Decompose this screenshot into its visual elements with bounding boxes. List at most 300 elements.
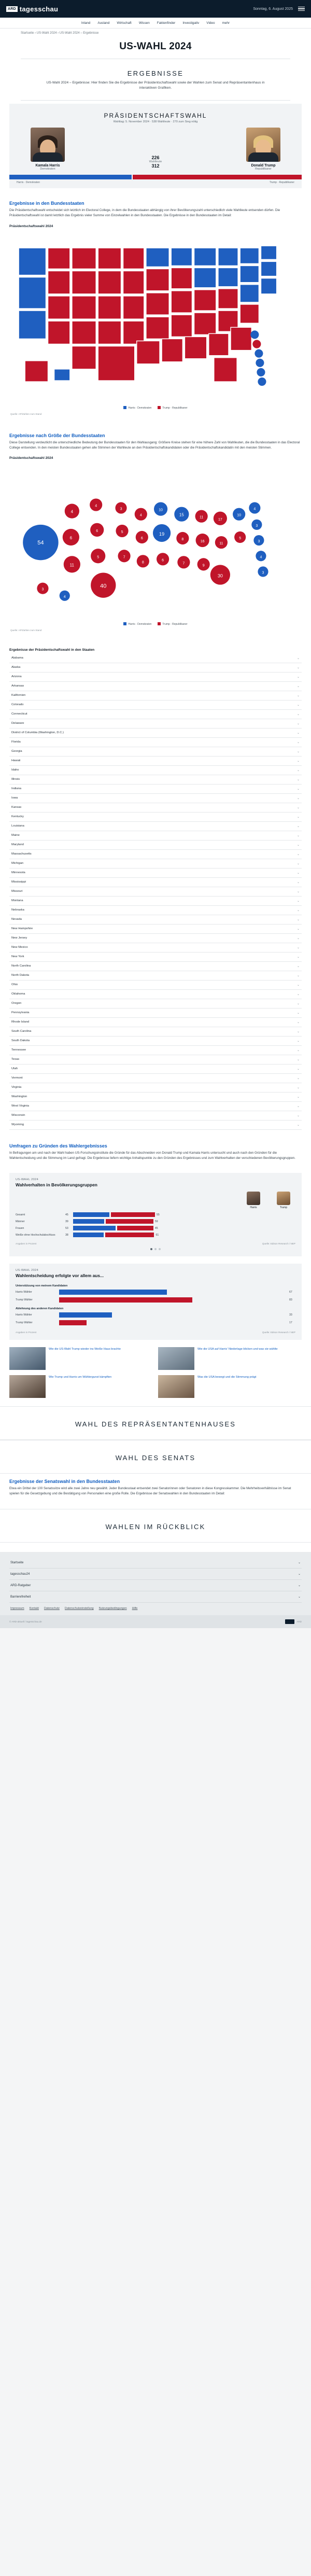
carousel-dots[interactable] xyxy=(16,1245,295,1250)
legend-rep: Trump · Republikaner xyxy=(158,622,187,626)
state-accordion-row[interactable] xyxy=(9,971,302,981)
results-heading: ERGEBNISSE xyxy=(127,69,184,77)
chevron-down-icon[interactable]: ⌄ xyxy=(296,712,300,716)
state-name: Maryland xyxy=(11,843,24,847)
state-name: Maine xyxy=(11,834,20,837)
chart-bar-row xyxy=(16,1219,295,1224)
chart-bar xyxy=(59,1312,112,1318)
ard-logo-mark: ARD xyxy=(6,6,18,12)
chart-bar-row xyxy=(16,1320,295,1325)
chart-category-label: Männer xyxy=(16,1220,25,1223)
state-accordion-row[interactable] xyxy=(9,710,302,719)
svg-text:3: 3 xyxy=(256,524,258,528)
legend-left: Harris · Demokraten xyxy=(17,181,40,185)
footer-row[interactable] xyxy=(9,1569,302,1580)
chevron-down-icon[interactable]: ⌄ xyxy=(296,731,300,735)
legend-dem: Harris · Demokraten xyxy=(123,406,151,410)
teaser-thumbnail xyxy=(158,1347,194,1370)
candidate-harris xyxy=(17,128,79,171)
state-accordion-row[interactable] xyxy=(9,934,302,943)
state-accordion-row[interactable] xyxy=(9,841,302,850)
chevron-down-icon[interactable]: ⌄ xyxy=(296,703,300,707)
state-accordion-row[interactable] xyxy=(9,925,302,934)
state-accordion-row[interactable] xyxy=(9,719,302,729)
chevron-down-icon[interactable]: ⌄ xyxy=(296,722,300,725)
state-accordion-row[interactable] xyxy=(9,999,302,1009)
teaser-item[interactable] xyxy=(158,1347,302,1370)
state-accordion-row[interactable] xyxy=(9,1111,302,1121)
svg-text:4: 4 xyxy=(260,555,262,559)
chevron-down-icon[interactable]: ⌄ xyxy=(296,1039,300,1043)
presidential-result-card xyxy=(9,104,302,188)
footer-row-label: tagesschau24 xyxy=(10,1572,30,1576)
chevron-down-icon[interactable]: ⌄ xyxy=(296,1002,300,1005)
nav-item-inland[interactable]: Inland xyxy=(81,21,91,25)
chevron-down-icon[interactable]: ⌄ xyxy=(296,675,300,679)
state-accordion-row[interactable] xyxy=(9,1083,302,1093)
chevron-down-icon[interactable]: ⌄ xyxy=(296,1020,300,1024)
chart-category-label: Weiße ohne Hochschulabschluss xyxy=(16,1233,55,1237)
chevron-down-icon[interactable]: ⌄ xyxy=(296,740,300,744)
chevron-down-icon[interactable]: ⌄ xyxy=(298,1595,301,1599)
electors-map-text: Diese Darstellung verdeutlicht die unterschiedliche Bedeutung der Bundesstaaten für den Wahlausgang: Größere Kreise stehen für eine höhere Zahl von Wahlleuten, die die Bundesstaaten in das Electoral College entsenden. In den meisten Bundesstaaten gehen alle Stimmen der Wahlleute an den Präsidentschaftskandidaten oder die Präsidentschaftskandidatin mit den meisten Stimmen. xyxy=(9,440,300,450)
chart-xlabel: Angaben in Prozent xyxy=(16,1242,37,1245)
chart-bar-value: 45 xyxy=(65,1213,68,1216)
chart-group-label: Unterstützung von meinem Kandidaten xyxy=(16,1284,68,1288)
state-accordion-row[interactable] xyxy=(9,1037,302,1046)
svg-text:4: 4 xyxy=(63,595,66,599)
state-accordion-row[interactable] xyxy=(9,878,302,887)
results-lead: US-Wahl 2024 – Ergebnisse: Hier finden Sie die Ergebnisse der Präsidentschaftswahl sowie der Wahlen zum Senat und Repräsentantenhaus in interaktiven Grafiken. xyxy=(46,81,265,90)
electors-map-title: Ergebnisse nach Größe der Bundesstaaten xyxy=(9,432,105,438)
state-name: Connecticut xyxy=(11,712,27,716)
svg-text:6: 6 xyxy=(69,536,73,541)
copyright: © ARD-aktuell / tagesschau.de xyxy=(9,1620,42,1623)
state-accordion-row[interactable] xyxy=(9,813,302,822)
chart-xlabel: Angaben in Prozent xyxy=(16,1331,37,1334)
state-accordion-row[interactable] xyxy=(9,897,302,906)
chevron-down-icon[interactable]: ⌄ xyxy=(296,768,300,772)
us-bubble-map[interactable] xyxy=(9,462,302,635)
polls-text: In Befragungen am und nach der Wahl haben US-Forschungsinstitute die Gründe für das Abschneiden von Donald Trump und Kamala Harris untersucht und auch nach den Gründen für die Wahlentscheidung und die Stimmung im Land gefragt. Die Ergebnisse liefern wichtige Anhaltspunkte zu den Gründen des Ergebnisses und zum Wahlverhalten der verschiedenen Bevölkerungsgruppen. xyxy=(9,1151,295,1160)
chart-bars xyxy=(65,1226,295,1230)
chart-source: Quelle: Edison Research / NEP xyxy=(262,1331,295,1334)
chevron-down-icon[interactable]: ⌄ xyxy=(296,815,300,819)
chevron-down-icon[interactable]: ⌄ xyxy=(296,759,300,763)
state-name: New York xyxy=(11,955,24,959)
chart-bar-value: 53 xyxy=(65,1226,68,1230)
svg-text:17: 17 xyxy=(218,518,222,522)
candidate-row xyxy=(9,128,302,171)
state-name: Kentucky xyxy=(11,815,24,819)
chevron-down-icon[interactable]: ⌄ xyxy=(296,974,300,977)
nav-item-ausland[interactable]: Ausland xyxy=(97,21,110,25)
chevron-down-icon[interactable]: ⌄ xyxy=(296,1095,300,1099)
electors-harris: 226 xyxy=(151,155,160,161)
chart-row-label: Trump Wähler xyxy=(16,1298,33,1302)
chevron-down-icon[interactable]: ⌄ xyxy=(296,694,300,697)
state-accordion-row[interactable] xyxy=(9,962,302,971)
teaser-text[interactable]: Wie die USA auf Harris' Niederlage blicken und was sie wählte xyxy=(197,1348,278,1351)
state-accordion-row[interactable] xyxy=(9,794,302,803)
chart-category-label: Gesamt xyxy=(16,1213,25,1216)
chevron-down-icon[interactable]: ⌄ xyxy=(296,890,300,893)
nav-item-wissen[interactable]: Wissen xyxy=(138,21,150,25)
retro-banner: WAHLEN IM RÜCKBLICK xyxy=(105,1523,206,1531)
state-accordion-row[interactable] xyxy=(9,654,302,663)
chart-bar xyxy=(59,1297,192,1303)
state-accordion-row[interactable] xyxy=(9,729,302,738)
chart-bar-value: 45 xyxy=(154,1226,158,1230)
nav-item-video[interactable]: Video xyxy=(206,21,215,25)
main-navigation xyxy=(0,18,311,29)
chevron-down-icon[interactable]: ⌄ xyxy=(296,955,300,959)
chart-bar xyxy=(59,1290,167,1295)
nav-item-investigativ[interactable]: Investigativ xyxy=(182,21,200,25)
chart-row-label: Harris Wähler xyxy=(16,1291,32,1294)
svg-text:9: 9 xyxy=(202,564,205,568)
senate-states-title: Ergebnisse der Senatswahl in den Bundesstaaten xyxy=(9,1479,120,1485)
states-accordion xyxy=(9,644,302,1130)
chevron-down-icon[interactable]: ⌄ xyxy=(296,1104,300,1108)
state-accordion-row[interactable] xyxy=(9,682,302,691)
svg-text:54: 54 xyxy=(37,540,44,547)
chevron-down-icon[interactable]: ⌄ xyxy=(296,843,300,847)
chevron-down-icon[interactable]: ⌄ xyxy=(296,656,300,660)
footer-row[interactable] xyxy=(9,1557,302,1569)
top-bar xyxy=(0,0,311,18)
nav-item-wirtschaft[interactable]: Wirtschaft xyxy=(117,21,132,25)
chart-bar-value: 55 xyxy=(157,1213,160,1216)
svg-text:10: 10 xyxy=(159,509,163,513)
state-accordion-row[interactable] xyxy=(9,981,302,990)
footer-links xyxy=(9,1603,302,1615)
chevron-down-icon[interactable]: ⌄ xyxy=(296,806,300,809)
state-accordion-row[interactable] xyxy=(9,822,302,831)
chevron-down-icon[interactable]: ⌄ xyxy=(296,1067,300,1071)
chart-bar-value: 39 xyxy=(65,1220,68,1223)
chevron-down-icon[interactable]: ⌄ xyxy=(296,964,300,968)
svg-text:4: 4 xyxy=(95,505,97,509)
house-section xyxy=(0,1406,311,1440)
teaser-item[interactable] xyxy=(9,1347,153,1370)
house-banner: WAHL DES REPRÄSENTANTENHAUSES xyxy=(75,1420,236,1429)
us-map-svg[interactable] xyxy=(9,232,302,404)
candidate-party: Demokraten xyxy=(40,167,55,171)
footer xyxy=(0,1552,311,1615)
candidate-trump xyxy=(232,128,294,171)
state-accordion-row[interactable] xyxy=(9,1009,302,1018)
state-accordion-row[interactable] xyxy=(9,953,302,962)
state-accordion-row[interactable] xyxy=(9,1121,302,1130)
legend-right: Trump · Republikaner xyxy=(269,181,294,185)
state-name: Delaware xyxy=(11,722,24,725)
svg-text:10: 10 xyxy=(237,514,242,518)
teaser-text[interactable]: Wie Trump und Harris um Wählergunst kämpften xyxy=(49,1376,112,1379)
footer-row-label: Startseite xyxy=(10,1561,24,1564)
chart-bar-value: 67 xyxy=(289,1291,292,1294)
chevron-down-icon[interactable]: ⌄ xyxy=(296,983,300,987)
chevron-down-icon[interactable]: ⌄ xyxy=(296,824,300,828)
svg-text:4: 4 xyxy=(253,508,256,512)
state-name: Missouri xyxy=(11,890,23,893)
state-name: Louisiana xyxy=(11,824,24,828)
candidate-party: Republikaner xyxy=(255,167,272,171)
elector-counts xyxy=(149,155,162,171)
chart-bar xyxy=(117,1226,153,1230)
state-accordion-row[interactable] xyxy=(9,775,302,785)
chevron-down-icon[interactable]: ⌄ xyxy=(298,1573,301,1576)
svg-text:4: 4 xyxy=(70,510,74,515)
footer-row[interactable] xyxy=(9,1580,302,1591)
chart-bars xyxy=(59,1320,287,1325)
state-name: New Hampshire xyxy=(11,927,33,931)
nav-item-mehr[interactable]: mehr xyxy=(222,21,230,25)
chart-bars xyxy=(59,1312,287,1318)
state-accordion-row[interactable] xyxy=(9,850,302,859)
chart-bar xyxy=(59,1320,87,1325)
current-date: Sonntag, 6. August 2025 xyxy=(253,7,293,11)
chevron-down-icon[interactable]: ⌄ xyxy=(296,1086,300,1089)
svg-text:5: 5 xyxy=(121,530,123,535)
chart-category-label: Frauen xyxy=(16,1226,24,1230)
chevron-down-icon[interactable]: ⌄ xyxy=(298,1561,301,1565)
state-name: Oregon xyxy=(11,1002,22,1005)
chevron-down-icon[interactable]: ⌄ xyxy=(296,1076,300,1080)
chart-source: Quelle: Edison Research / NEP xyxy=(262,1242,295,1245)
site-logo[interactable] xyxy=(6,5,58,13)
state-accordion-row[interactable] xyxy=(9,831,302,841)
chart-bar xyxy=(73,1233,104,1237)
svg-text:5: 5 xyxy=(97,555,100,559)
state-accordion-row[interactable] xyxy=(9,757,302,766)
chevron-down-icon[interactable]: ⌄ xyxy=(296,927,300,931)
state-name: Washington xyxy=(11,1095,27,1099)
state-accordion-row[interactable] xyxy=(9,738,302,747)
teaser-item[interactable] xyxy=(9,1375,153,1398)
footer-link[interactable]: Datenschutz xyxy=(44,1607,60,1611)
chart-population-groups xyxy=(9,1173,302,1256)
chevron-down-icon[interactable]: ⌄ xyxy=(296,918,300,921)
chart-bars xyxy=(59,1297,287,1303)
chart-bar xyxy=(106,1219,153,1224)
chevron-down-icon[interactable]: ⌄ xyxy=(296,992,300,996)
chevron-down-icon[interactable]: ⌄ xyxy=(296,871,300,875)
avatar-trump xyxy=(246,128,280,162)
state-accordion-row[interactable] xyxy=(9,887,302,897)
state-accordion-row[interactable] xyxy=(9,1055,302,1065)
chevron-down-icon[interactable]: ⌄ xyxy=(296,834,300,837)
chevron-down-icon[interactable]: ⌄ xyxy=(296,880,300,884)
breadcrumb[interactable]: Startseite › US-Wahl 2024 › US-Wahl 2024 – Ergebnisse xyxy=(21,32,99,35)
electors-label: Wahlleute xyxy=(149,160,162,164)
chevron-down-icon[interactable]: ⌄ xyxy=(296,899,300,903)
teaser-thumbnail xyxy=(158,1375,194,1398)
svg-text:3: 3 xyxy=(120,508,122,512)
state-name: Colorado xyxy=(11,703,24,707)
chevron-down-icon[interactable]: ⌄ xyxy=(296,778,300,781)
teaser-text[interactable]: Wie die US-Wahl Trump wieder ins Weiße Haus brachte xyxy=(49,1348,121,1351)
chart-group-label: Ablehnung des anderen Kandidaten xyxy=(16,1307,64,1311)
chart-bar-row xyxy=(16,1233,295,1237)
state-name: Mississippi xyxy=(11,880,26,884)
nav-item-faktenfinder[interactable]: Faktenfinder xyxy=(157,21,176,25)
chart-rows xyxy=(16,1212,295,1237)
teaser-thumbnail xyxy=(9,1375,46,1398)
state-accordion-row[interactable] xyxy=(9,869,302,878)
senate-states-text: Etwa ein Drittel der 100 Senatssitze wird alle zwei Jahre neu gewählt. Jeder Bundesstaat entsendet zwei Senatorinnen oder Senatoren in diese Kongresskammer. Die Mehrheitsverhältnisse im Senat spielen für die Gesetzgebung und die Bestätigung von Personalien eine große Rolle. Die Ergebnisse der Senatswahlen in den Bundesstaaten im Detail: xyxy=(9,1487,291,1496)
chevron-down-icon[interactable]: ⌄ xyxy=(296,1123,300,1127)
state-accordion-row[interactable] xyxy=(9,1018,302,1027)
chevron-down-icon[interactable]: ⌄ xyxy=(296,1048,300,1052)
footer-rows xyxy=(9,1557,302,1603)
state-name: South Dakota xyxy=(11,1039,30,1043)
chart-vote-motivation xyxy=(9,1264,302,1340)
state-name: West Virginia xyxy=(11,1104,29,1108)
state-accordion-row[interactable] xyxy=(9,1065,302,1074)
state-accordion-row[interactable] xyxy=(9,747,302,757)
state-accordion-row[interactable] xyxy=(9,701,302,710)
chart-bars xyxy=(65,1233,295,1237)
state-name: Florida xyxy=(11,740,21,744)
polls-module xyxy=(9,1138,302,1165)
electoral-bar-legend xyxy=(9,179,302,188)
chevron-down-icon[interactable]: ⌄ xyxy=(296,946,300,949)
state-accordion-row[interactable] xyxy=(9,766,302,775)
state-accordion-row[interactable] xyxy=(9,1093,302,1102)
chevron-down-icon[interactable]: ⌄ xyxy=(296,750,300,753)
chart-row-label: Trump Wähler xyxy=(16,1321,33,1325)
chevron-down-icon[interactable]: ⌄ xyxy=(296,666,300,669)
chevron-down-icon[interactable]: ⌄ xyxy=(296,1011,300,1015)
footer-row[interactable] xyxy=(9,1591,302,1603)
chart-bar-row xyxy=(16,1212,295,1217)
chart-title: Wahlentscheidung erfolgte vor allem aus... xyxy=(16,1273,104,1279)
state-accordion-row[interactable] xyxy=(9,673,302,682)
state-name: Montana xyxy=(11,899,23,903)
footer-link[interactable]: Nutzungsbedingungen xyxy=(98,1607,127,1611)
svg-text:3: 3 xyxy=(258,540,260,544)
svg-text:5: 5 xyxy=(239,537,242,541)
chevron-down-icon[interactable]: ⌄ xyxy=(298,1584,301,1588)
map-legend xyxy=(9,405,302,412)
teaser-grid xyxy=(9,1347,302,1398)
legend-rep: Trump · Republikaner xyxy=(158,406,187,410)
state-accordion-row[interactable] xyxy=(9,1027,302,1037)
candidate-name: Kamala Harris xyxy=(35,164,60,168)
footer-link[interactable]: Datenschutzeinstellung xyxy=(64,1607,94,1611)
svg-text:7: 7 xyxy=(182,562,185,566)
svg-text:16: 16 xyxy=(200,540,205,544)
state-name: Oklahoma xyxy=(11,992,25,996)
state-name: Wisconsin xyxy=(11,1114,25,1117)
svg-text:19: 19 xyxy=(159,531,165,537)
retro-section xyxy=(0,1509,311,1543)
chevron-down-icon[interactable]: ⌄ xyxy=(296,1030,300,1033)
footer-row-label: ARD-Ratgeber xyxy=(10,1584,31,1587)
state-accordion-row[interactable] xyxy=(9,663,302,673)
state-accordion-row[interactable] xyxy=(9,990,302,999)
state-accordion-row[interactable] xyxy=(9,691,302,701)
chevron-down-icon[interactable]: ⌄ xyxy=(296,787,300,791)
state-name: Wyoming xyxy=(11,1123,24,1127)
state-accordion-row[interactable] xyxy=(9,1046,302,1055)
chart-bar-value: 59 xyxy=(154,1220,158,1223)
footer-row-label: Barrierefreiheit xyxy=(10,1595,31,1599)
state-name: Hawaii xyxy=(11,759,21,763)
state-name: Iowa xyxy=(11,796,18,800)
state-accordion-row[interactable] xyxy=(9,1102,302,1111)
us-choropleth-map[interactable] xyxy=(9,230,302,419)
teaser-text[interactable]: Was die USA bewegt und die Stimmung prägt xyxy=(197,1376,257,1379)
chart-bar-row xyxy=(16,1297,295,1303)
chevron-down-icon[interactable]: ⌄ xyxy=(296,1058,300,1061)
states-accordion-title: Ergebnisse der Präsidentschaftswahl in den Staaten xyxy=(9,648,95,652)
chevron-down-icon[interactable]: ⌄ xyxy=(296,684,300,688)
teaser-item[interactable] xyxy=(158,1375,302,1398)
state-name: District of Columbia (Washington, D.C.) xyxy=(11,731,64,735)
chart-bars xyxy=(59,1290,287,1295)
state-accordion-row[interactable] xyxy=(9,906,302,915)
chevron-down-icon[interactable]: ⌄ xyxy=(296,1114,300,1117)
chart-kicker: US-WAHL 2024 xyxy=(16,1178,39,1182)
chart-candidate-headers xyxy=(16,1192,295,1212)
chart-bar-value: 38 xyxy=(65,1233,68,1237)
state-name: Ohio xyxy=(11,983,18,987)
chart-bar-value: 33 xyxy=(289,1313,292,1317)
svg-text:6: 6 xyxy=(96,529,98,534)
svg-text:3: 3 xyxy=(262,571,264,575)
electors-trump: 312 xyxy=(151,163,160,169)
chevron-down-icon[interactable]: ⌄ xyxy=(296,862,300,865)
footer-link[interactable]: Hilfe xyxy=(132,1607,138,1611)
svg-text:3: 3 xyxy=(41,588,44,592)
state-accordion-row[interactable] xyxy=(9,785,302,794)
chevron-down-icon[interactable]: ⌄ xyxy=(296,852,300,856)
footer-link[interactable]: Impressum xyxy=(10,1607,24,1611)
state-accordion-row[interactable] xyxy=(9,915,302,925)
state-name: Vermont xyxy=(11,1076,23,1080)
map-source-note: Quelle: AP/Zahlen zum Stand xyxy=(10,628,42,632)
state-name: Pennsylvania xyxy=(11,1011,30,1015)
chevron-down-icon[interactable]: ⌄ xyxy=(296,908,300,912)
chart-bar-row xyxy=(16,1312,295,1318)
states-map-text: Die Präsidentschaftswahl entscheidet sich letztlich im Electoral College, in dem die Bundesstaaten abhängig von ihrer Bevölkerungszahl unterschiedlich viele Wahlleute entsenden dürfen. Die Präsidentschaftswahl ist damit letztlich das Ergebnis vieler Summe von Einzelwahlen in den Bundesstaaten. Die Ergebnisse in den Bundesstaaten im Detail: xyxy=(9,208,280,218)
bubble-map-svg[interactable] xyxy=(9,464,302,621)
svg-text:7: 7 xyxy=(123,555,125,559)
menu-icon[interactable] xyxy=(298,7,305,11)
state-name: New Jersey xyxy=(11,936,27,940)
senate-section xyxy=(0,1440,311,1474)
chart-bar xyxy=(73,1226,116,1230)
chart-kicker: US-WAHL 2024 xyxy=(16,1269,39,1272)
svg-text:15: 15 xyxy=(179,513,184,518)
state-accordion-row[interactable] xyxy=(9,1074,302,1083)
chart-bars xyxy=(65,1219,295,1224)
senate-states-module xyxy=(9,1474,302,1501)
chevron-down-icon[interactable]: ⌄ xyxy=(296,796,300,800)
footer-link[interactable]: Kontakt xyxy=(29,1607,39,1611)
site-logo-text: tagesschau xyxy=(19,5,59,13)
state-accordion-row[interactable] xyxy=(9,803,302,813)
state-accordion-row[interactable] xyxy=(9,943,302,953)
electoral-bar xyxy=(9,175,302,179)
state-accordion-row[interactable] xyxy=(9,859,302,869)
chevron-down-icon[interactable]: ⌄ xyxy=(296,936,300,940)
state-name: Minnesota xyxy=(11,871,25,875)
state-name: Arizona xyxy=(11,675,22,679)
polls-title: Umfragen zu Gründen des Wahlergebnisses xyxy=(9,1143,107,1149)
